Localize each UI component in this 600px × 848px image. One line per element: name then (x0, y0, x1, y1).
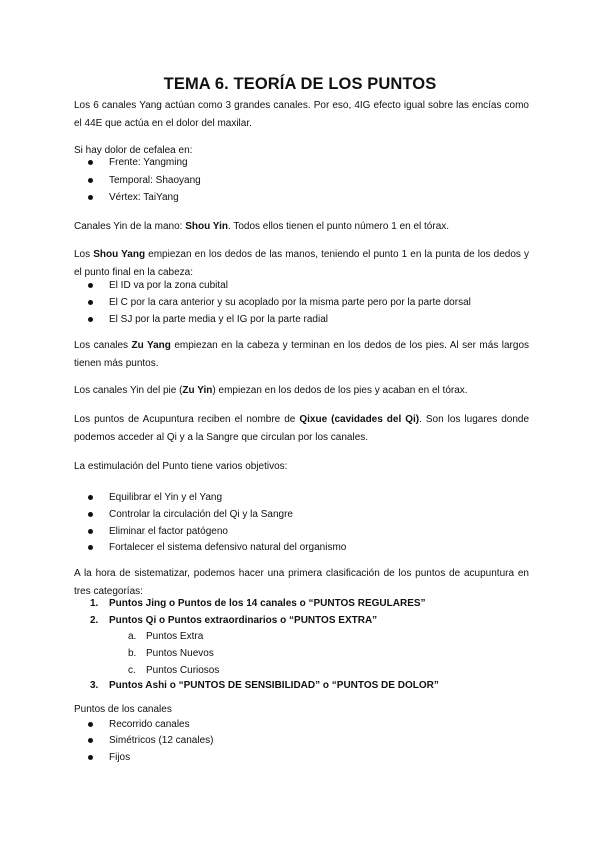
shou-yang-item: El ID va por la zona cubital (109, 280, 228, 291)
canales-lead: Puntos de los canales (74, 704, 172, 715)
cefalea-item: Temporal: Shaoyang (109, 175, 201, 186)
text-run: empiezan en los dedos de las manos, teniendo el punto 1 en la punta de los dedos y el punto final en la cabeza: (74, 249, 529, 278)
list-number: 1. (90, 598, 99, 609)
text-run: Los canales Yin del pie ( (74, 385, 183, 396)
estimulacion-lead: La estimulación del Punto tiene varios objetivos: (74, 461, 288, 472)
cefalea-item: Frente: Yangming (109, 157, 188, 168)
sub-letter: a. (128, 631, 137, 642)
cefalea-lead: Si hay dolor de cefalea en: (74, 145, 193, 156)
bullet-icon (88, 738, 93, 743)
sub-item: Puntos Extra (146, 631, 204, 642)
bullet-icon (88, 317, 93, 322)
bold-term: Zu Yang (131, 340, 171, 351)
estimulacion-item: Equilibrar el Yin y el Yang (109, 492, 223, 503)
text-run: Los puntos de Acupuntura reciben el nombre de (74, 414, 300, 425)
shou-yang-item: El C por la cara anterior y su acoplado por la misma parte pero por la parte dorsal (109, 297, 471, 308)
shou-yang-paragraph (74, 246, 529, 282)
list-number: 3. (90, 680, 99, 691)
zu-yang-paragraph (74, 337, 529, 373)
text-run: . Todos ellos tienen el punto número 1 en el tórax. (227, 221, 450, 232)
canales-item: Simétricos (12 canales) (109, 735, 214, 746)
text-run: ) empiezan en los dedos de los pies y acaban en el tórax. (212, 385, 468, 396)
shou-yin-paragraph (74, 218, 529, 236)
zu-yin-paragraph (74, 382, 529, 400)
category-item: Puntos Qi o Puntos extraordinarios o “PUNTOS EXTRA” (109, 615, 378, 626)
sub-letter: b. (128, 648, 137, 659)
qixue-paragraph (74, 411, 529, 447)
cefalea-item: Vértex: TaiYang (109, 192, 179, 203)
bullet-icon (88, 160, 93, 165)
clasificacion-lead: A la hora de sistematizar, podemos hacer una primera clasificación de los puntos de acupuntura en tres categorías: (74, 568, 529, 597)
intro-paragraph: Los 6 canales Yang actúan como 3 grandes canales. Por eso, 4IG efecto igual sobre las encías como el 44E que actúa en el dolor del maxilar. (74, 100, 529, 129)
bullet-icon (88, 755, 93, 760)
estimulacion-item: Controlar la circulación del Qi y la Sangre (109, 509, 293, 520)
text-run: Los canales (74, 340, 132, 351)
canales-item: Fijos (109, 752, 131, 763)
bullet-icon (88, 722, 93, 727)
bullet-icon (88, 495, 93, 500)
bold-term: Shou Yang (93, 249, 146, 260)
text-run: . Son los lugares donde podemos acceder al Qi y a la Sangre que circulan por los canales. (74, 414, 529, 443)
page-title: TEMA 6. TEORÍA DE LOS PUNTOS (163, 75, 437, 93)
bold-term: Zu Yin (182, 385, 213, 396)
list-number: 2. (90, 615, 99, 626)
text-run: Canales Yin de la mano: (74, 221, 186, 232)
category-item: Puntos Ashi o “PUNTOS DE SENSIBILIDAD” o “PUNTOS DE DOLOR” (109, 680, 439, 691)
estimulacion-item: Eliminar el factor patógeno (109, 526, 228, 537)
sub-item: Puntos Curiosos (146, 665, 220, 676)
bullet-icon (88, 195, 93, 200)
bold-term: Shou Yin (185, 221, 228, 232)
canales-item: Recorrido canales (109, 719, 190, 730)
bullet-icon (88, 178, 93, 183)
bullet-icon (88, 545, 93, 550)
bullet-icon (88, 283, 93, 288)
sub-letter: c. (128, 665, 136, 676)
shou-yang-item: El SJ por la parte media y el IG por la parte radial (109, 314, 328, 325)
text-run: empiezan en la cabeza y terminan en los dedos de los pies. Al ser más largos tienen más puntos. (74, 340, 530, 369)
bullet-icon (88, 512, 93, 517)
text-run: Los (74, 249, 94, 260)
bullet-icon (88, 300, 93, 305)
category-item: Puntos Jing o Puntos de los 14 canales o “PUNTOS REGULARES” (109, 598, 426, 609)
bullet-icon (88, 529, 93, 534)
estimulacion-item: Fortalecer el sistema defensivo natural del organismo (109, 542, 347, 553)
sub-item: Puntos Nuevos (146, 648, 214, 659)
bold-term: Qixue (cavidades del Qi) (299, 414, 420, 425)
